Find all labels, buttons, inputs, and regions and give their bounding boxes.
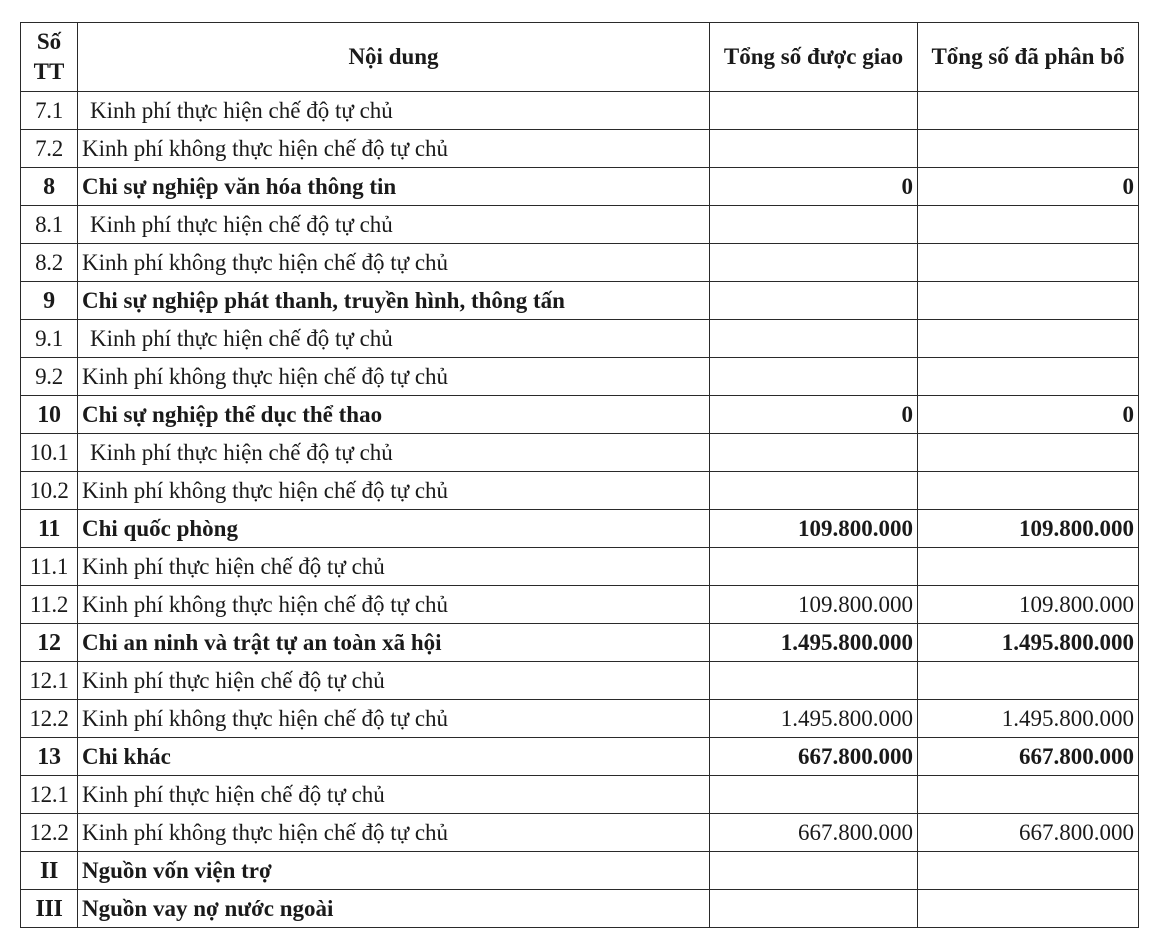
row-allocated-amount [918, 890, 1139, 928]
row-allocated-amount [918, 320, 1139, 358]
table-row [21, 206, 1139, 244]
row-content: Nguồn vốn viện trợ [82, 858, 272, 883]
table-row [21, 434, 1139, 472]
row-assigned-amount [710, 548, 918, 586]
row-assigned-amount: 667.800.000 [710, 814, 918, 852]
row-content: Kinh phí thực hiện chế độ tự chủ [90, 212, 393, 237]
row-assigned-amount: 109.800.000 [710, 586, 918, 624]
row-content: Kinh phí thực hiện chế độ tự chủ [82, 782, 385, 807]
row-number: 11.1 [21, 548, 78, 586]
row-allocated-amount: 1.495.800.000 [918, 624, 1139, 662]
section-row [21, 168, 1139, 206]
row-number: 12 [21, 624, 78, 662]
table-row [21, 662, 1139, 700]
row-assigned-amount [710, 206, 918, 244]
table-header [21, 23, 1139, 92]
row-content-cell [78, 548, 710, 586]
row-content-cell [78, 396, 710, 434]
row-allocated-amount [918, 244, 1139, 282]
row-number: 10 [21, 396, 78, 434]
row-assigned-amount: 1.495.800.000 [710, 624, 918, 662]
row-assigned-amount: 667.800.000 [710, 738, 918, 776]
row-number: 10.2 [21, 472, 78, 510]
row-number: 9.2 [21, 358, 78, 396]
row-allocated-amount [918, 130, 1139, 168]
row-content: Chi quốc phòng [82, 516, 238, 541]
section-row [21, 852, 1139, 890]
header-row [21, 23, 1139, 92]
row-number: II [21, 852, 78, 890]
row-content-cell [78, 358, 710, 396]
row-number: 10.1 [21, 434, 78, 472]
table-row [21, 244, 1139, 282]
row-assigned-amount [710, 244, 918, 282]
row-allocated-amount [918, 358, 1139, 396]
row-content: Kinh phí không thực hiện chế độ tự chủ [82, 364, 449, 389]
row-allocated-amount [918, 434, 1139, 472]
row-number: 11 [21, 510, 78, 548]
row-assigned-amount [710, 130, 918, 168]
section-row [21, 624, 1139, 662]
row-content-cell [78, 282, 710, 320]
row-content: Kinh phí không thực hiện chế độ tự chủ [82, 706, 449, 731]
row-content-cell [78, 662, 710, 700]
row-number: 9.1 [21, 320, 78, 358]
row-assigned-amount [710, 282, 918, 320]
table-row [21, 358, 1139, 396]
row-content: Kinh phí không thực hiện chế độ tự chủ [82, 592, 449, 617]
row-allocated-amount [918, 282, 1139, 320]
row-content: Kinh phí không thực hiện chế độ tự chủ [82, 820, 449, 845]
row-number: 8.1 [21, 206, 78, 244]
row-number: 13 [21, 738, 78, 776]
row-number: 12.1 [21, 662, 78, 700]
row-content-cell [78, 472, 710, 510]
row-content: Kinh phí không thực hiện chế độ tự chủ [82, 478, 449, 503]
row-allocated-amount [918, 662, 1139, 700]
row-number: 9 [21, 282, 78, 320]
row-assigned-amount [710, 92, 918, 130]
row-allocated-amount: 667.800.000 [918, 814, 1139, 852]
row-allocated-amount: 109.800.000 [918, 510, 1139, 548]
row-assigned-amount: 109.800.000 [710, 510, 918, 548]
row-number: 8 [21, 168, 78, 206]
row-assigned-amount [710, 320, 918, 358]
row-allocated-amount [918, 852, 1139, 890]
row-content-cell [78, 814, 710, 852]
row-assigned-amount [710, 852, 918, 890]
column-header-no: Số TT [21, 23, 78, 92]
row-content: Chi sự nghiệp văn hóa thông tin [82, 174, 397, 199]
row-number: 12.2 [21, 700, 78, 738]
row-content-cell [78, 852, 710, 890]
budget-table [20, 22, 1139, 928]
row-content: Nguồn vay nợ nước ngoài [82, 896, 334, 921]
row-allocated-amount [918, 548, 1139, 586]
row-number: 12.1 [21, 776, 78, 814]
row-content: Kinh phí thực hiện chế độ tự chủ [82, 668, 385, 693]
row-assigned-amount: 0 [710, 396, 918, 434]
table-row [21, 776, 1139, 814]
row-assigned-amount [710, 434, 918, 472]
row-assigned-amount: 1.495.800.000 [710, 700, 918, 738]
row-assigned-amount [710, 358, 918, 396]
row-content-cell [78, 92, 710, 130]
row-content-cell [78, 206, 710, 244]
row-content: Kinh phí thực hiện chế độ tự chủ [90, 440, 393, 465]
row-content: Kinh phí thực hiện chế độ tự chủ [82, 554, 385, 579]
row-content: Kinh phí không thực hiện chế độ tự chủ [82, 136, 449, 161]
row-content: Kinh phí không thực hiện chế độ tự chủ [82, 250, 449, 275]
row-content: Chi sự nghiệp thể dục thể thao [82, 402, 383, 427]
row-content-cell [78, 510, 710, 548]
row-content-cell [78, 168, 710, 206]
row-number: 11.2 [21, 586, 78, 624]
table-row [21, 700, 1139, 738]
column-header-allocated: Tổng số đã phân bổ [918, 23, 1139, 92]
row-assigned-amount [710, 890, 918, 928]
table-body [21, 92, 1139, 928]
row-content-cell [78, 586, 710, 624]
section-row [21, 738, 1139, 776]
row-allocated-amount [918, 206, 1139, 244]
row-content-cell [78, 738, 710, 776]
row-content-cell [78, 890, 710, 928]
row-allocated-amount: 0 [918, 168, 1139, 206]
section-row [21, 890, 1139, 928]
table-row [21, 320, 1139, 358]
table-row [21, 548, 1139, 586]
row-allocated-amount: 667.800.000 [918, 738, 1139, 776]
row-content-cell [78, 244, 710, 282]
row-allocated-amount: 109.800.000 [918, 586, 1139, 624]
section-row [21, 282, 1139, 320]
column-header-content: Nội dung [78, 23, 710, 92]
row-number: 12.2 [21, 814, 78, 852]
budget-sheet [20, 22, 1138, 940]
row-content: Kinh phí thực hiện chế độ tự chủ [90, 326, 393, 351]
column-header-assigned: Tổng số được giao [710, 23, 918, 92]
row-assigned-amount: 0 [710, 168, 918, 206]
table-row [21, 472, 1139, 510]
row-content-cell [78, 624, 710, 662]
row-assigned-amount [710, 662, 918, 700]
row-allocated-amount [918, 92, 1139, 130]
row-allocated-amount: 1.495.800.000 [918, 700, 1139, 738]
row-allocated-amount [918, 472, 1139, 510]
row-content: Chi sự nghiệp phát thanh, truyền hình, thông tấn [82, 288, 565, 313]
table-row [21, 586, 1139, 624]
row-allocated-amount [918, 776, 1139, 814]
row-allocated-amount: 0 [918, 396, 1139, 434]
row-content-cell [78, 776, 710, 814]
row-content: Chi an ninh và trật tự an toàn xã hội [82, 630, 442, 655]
table-row [21, 130, 1139, 168]
section-row [21, 510, 1139, 548]
section-row [21, 396, 1139, 434]
row-assigned-amount [710, 776, 918, 814]
row-content-cell [78, 320, 710, 358]
row-assigned-amount [710, 472, 918, 510]
row-number: III [21, 890, 78, 928]
table-row [21, 814, 1139, 852]
row-content-cell [78, 700, 710, 738]
row-content: Kinh phí thực hiện chế độ tự chủ [90, 98, 393, 123]
row-content-cell [78, 434, 710, 472]
table-row [21, 92, 1139, 130]
row-number: 7.1 [21, 92, 78, 130]
row-content-cell [78, 130, 710, 168]
row-content: Chi khác [82, 744, 171, 769]
row-number: 8.2 [21, 244, 78, 282]
row-number: 7.2 [21, 130, 78, 168]
